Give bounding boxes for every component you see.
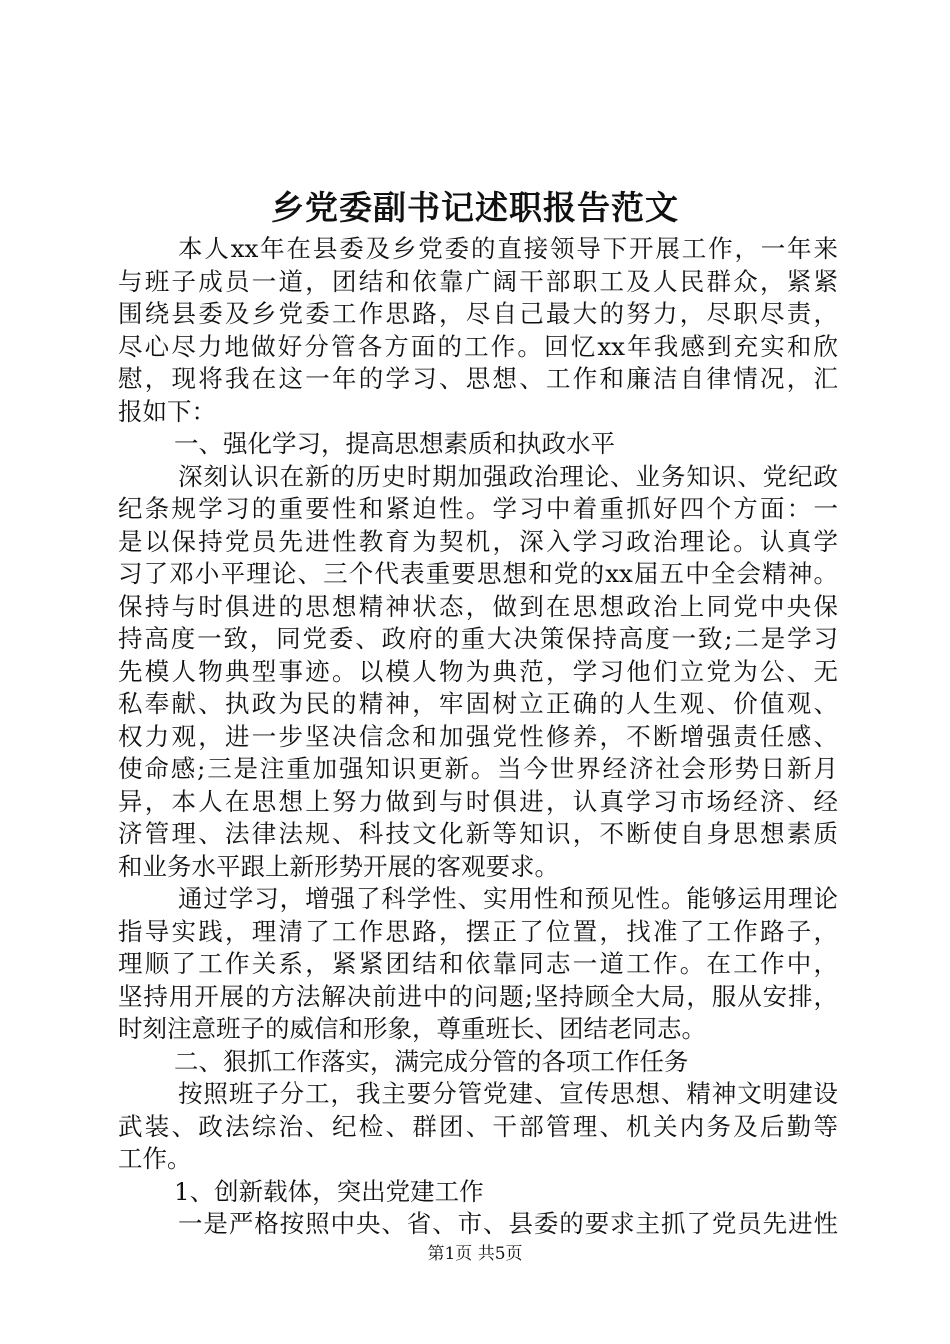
paragraph-line: 保持与时俱进的思想精神状态，做到在思想政治上同党中央保 — [118, 591, 838, 621]
paragraph-line: 纪条规学习的重要性和紧迫性。学习中着重抓好四个方面：一 — [118, 494, 838, 523]
document-title: 乡党委副书记述职报告范文 — [271, 188, 679, 227]
paragraph-line: 通过学习，增强了科学性、实用性和预见性。能够运用理论 — [178, 884, 838, 913]
paragraph-line: 先模人物典型事迹。以模人物为典范，学习他们立党为公、无 — [118, 656, 838, 686]
paragraph-line: 一是严格按照中央、省、市、县委的要求主抓了党员先进性 — [178, 1209, 838, 1238]
section-heading: 二、狠抓工作落实，满完成分管的各项工作任务 — [174, 1046, 689, 1076]
paragraph-line: 工作。 — [118, 1144, 192, 1173]
paragraph-line: 理顺了工作关系，紧紧团结和依靠同志一道工作。在工作中， — [118, 949, 838, 978]
paragraph-line: 权力观，进一步坚决信念和加强党性修养，不断增强责任感、 — [118, 721, 838, 751]
paragraph-line: 济管理、法律法规、科技文化新等知识，不断使自身思想素质 — [118, 819, 838, 848]
paragraph-line: 本人xx年在县委及乡党委的直接领导下开展工作，一年来 — [178, 234, 838, 263]
paragraph-line: 使命感;三是注重加强知识更新。当今世界经济社会形势日新月 — [118, 754, 838, 783]
paragraph-line: 武装、政法综治、纪检、群团、干部管理、机关内务及后勤等 — [118, 1111, 838, 1141]
paragraph-line: 坚持用开展的方法解决前进中的问题;坚持顾全大局，服从安排， — [118, 981, 838, 1011]
paragraph-line: 是以保持党员先进性教育为契机，深入学习政治理论。认真学 — [118, 526, 838, 556]
paragraph-line: 持高度一致，同党委、政府的重大决策保持高度一致;二是学习 — [118, 624, 838, 653]
paragraph-line: 私奉献、执政为民的精神，牢固树立正确的人生观、价值观、 — [118, 689, 838, 718]
paragraph-line: 慰，现将我在这一年的学习、思想、工作和廉洁自律情况，汇 — [118, 364, 838, 393]
document-body — [118, 233, 838, 1241]
paragraph-line: 异，本人在思想上努力做到与时俱进，认真学习市场经济、经 — [118, 786, 838, 816]
paragraph-line: 指导实践，理清了工作思路，摆正了位置，找准了工作路子， — [118, 916, 838, 946]
paragraph-line: 与班子成员一道，团结和依靠广阔干部职工及人民群众，紧紧 — [118, 266, 838, 296]
paragraph-line: 围绕县委及乡党委工作思路，尽自己最大的努力，尽职尽责， — [118, 299, 838, 328]
paragraph-line: 习了邓小平理论、三个代表重要思想和党的xx届五中全会精神。 — [118, 559, 838, 588]
paragraph-line: 尽心尽力地做好分管各方面的工作。回忆xx年我感到充实和欣 — [118, 331, 838, 361]
page-footer: 第1页 共5页 — [427, 1244, 523, 1264]
section-heading: 一、强化学习，提高思想素质和执政水平 — [174, 429, 615, 458]
paragraph-line: 和业务水平跟上新形势开展的客观要求。 — [118, 851, 559, 881]
subsection-heading: 1、创新载体，突出党建工作 — [174, 1176, 484, 1206]
paragraph-line: 深刻认识在新的历史时期加强政治理论、业务知识、党纪政 — [178, 461, 838, 491]
paragraph-line: 报如下： — [118, 396, 216, 426]
paragraph-line: 时刻注意班子的威信和形象，尊重班长、团结老同志。 — [118, 1014, 706, 1043]
paragraph-line: 按照班子分工，我主要分管党建、宣传思想、精神文明建设 — [178, 1079, 838, 1108]
